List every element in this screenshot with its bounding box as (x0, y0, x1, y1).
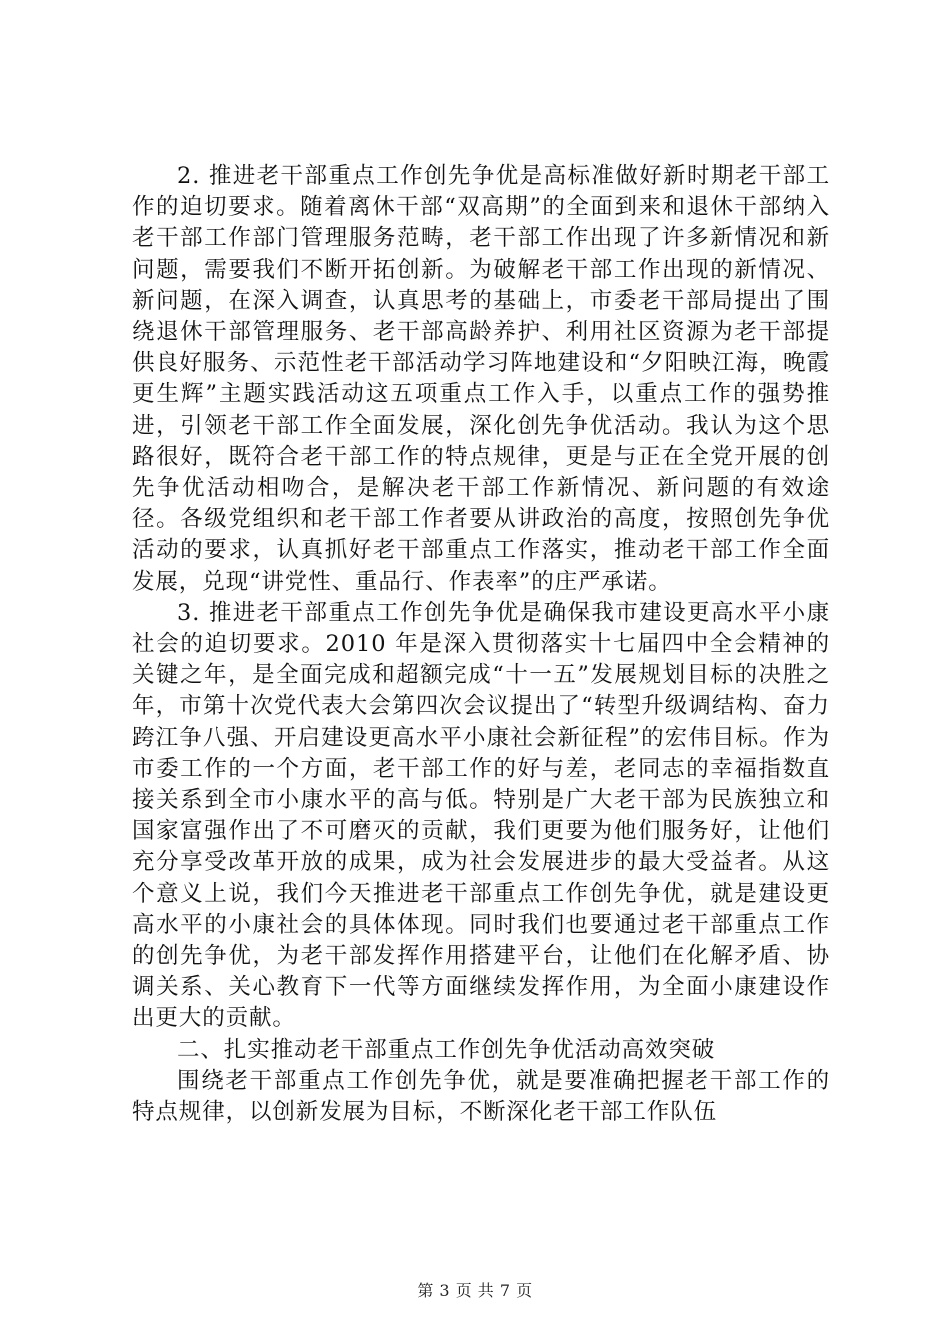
paragraph-3: 3. 推进老干部重点工作创先争优是确保我市建设更高水平小康社会的迫切要求。2010 年是深入贯彻落实十七届四中全会精神的关键之年，是全面完成和超额完成“十一五”发展规划目标的决胜之年，市第十次党代表大会第四次会议提出了“转型升级调结构、奋力跨江争八强、开启建设更高水平小康社会新征程”的宏伟目标。作为市委工作的一个方面，老干部工作的好与差，老同志的幸福指数直接关系到全市小康水平的高与低。特别是广大老干部为民族独立和国家富强作出了不可磨灭的贡献，我们更要为他们服务好，让他们充分享受改革开放的成果，成为社会发展进步的最大受益者。从这个意义上说，我们今天推进老干部重点工作创先争优，就是建设更高水平的小康社会的具体体现。同时我们也要通过老干部重点工作的创先争优，为老干部发挥作用搭建平台，让他们在化解矛盾、协调关系、关心教育下一代等方面继续发挥作用，为全面小康建设作出更大的贡献。 (132, 599, 830, 1032)
section-heading: 二、扎实推动老干部重点工作创先争优活动高效突破 (177, 1036, 716, 1063)
body-text (132, 161, 830, 1128)
page-footer: 第 3 页 共 7 页 (417, 1281, 533, 1300)
paragraph-2: 2. 推进老干部重点工作创先争优是高标准做好新时期老干部工作的迫切要求。随着离休干部“双高期”的全面到来和退休干部纳入老干部工作部门管理服务范畴，老干部工作出现了许多新情况和新问题，需要我们不断开拓创新。为破解老干部工作出现的新情况、新问题，在深入调查，认真思考的基础上，市委老干部局提出了围绕退休干部管理服务、老干部高龄养护、利用社区资源为老干部提供良好服务、示范性老干部活动学习阵地建设和“夕阳映江海，晚霞更生辉”主题实践活动这五项重点工作入手，以重点工作的强势推进，引领老干部工作全面发展，深化创先争优活动。我认为这个思路很好，既符合老干部工作的特点规律，更是与正在全党开展的创先争优活动相吻合，是解决老干部工作新情况、新问题的有效途径。各级党组织和老干部工作者要从讲政治的高度，按照创先争优活动的要求，认真抓好老干部重点工作落实，推动老干部工作全面发展，兑现“讲党性、重品行、作表率”的庄严承诺。 (132, 163, 830, 595)
paragraph-intro: 围绕老干部重点工作创先争优，就是要准确把握老干部工作的特点规律，以创新发展为目标，不断深化老干部工作队伍 (132, 1067, 830, 1126)
